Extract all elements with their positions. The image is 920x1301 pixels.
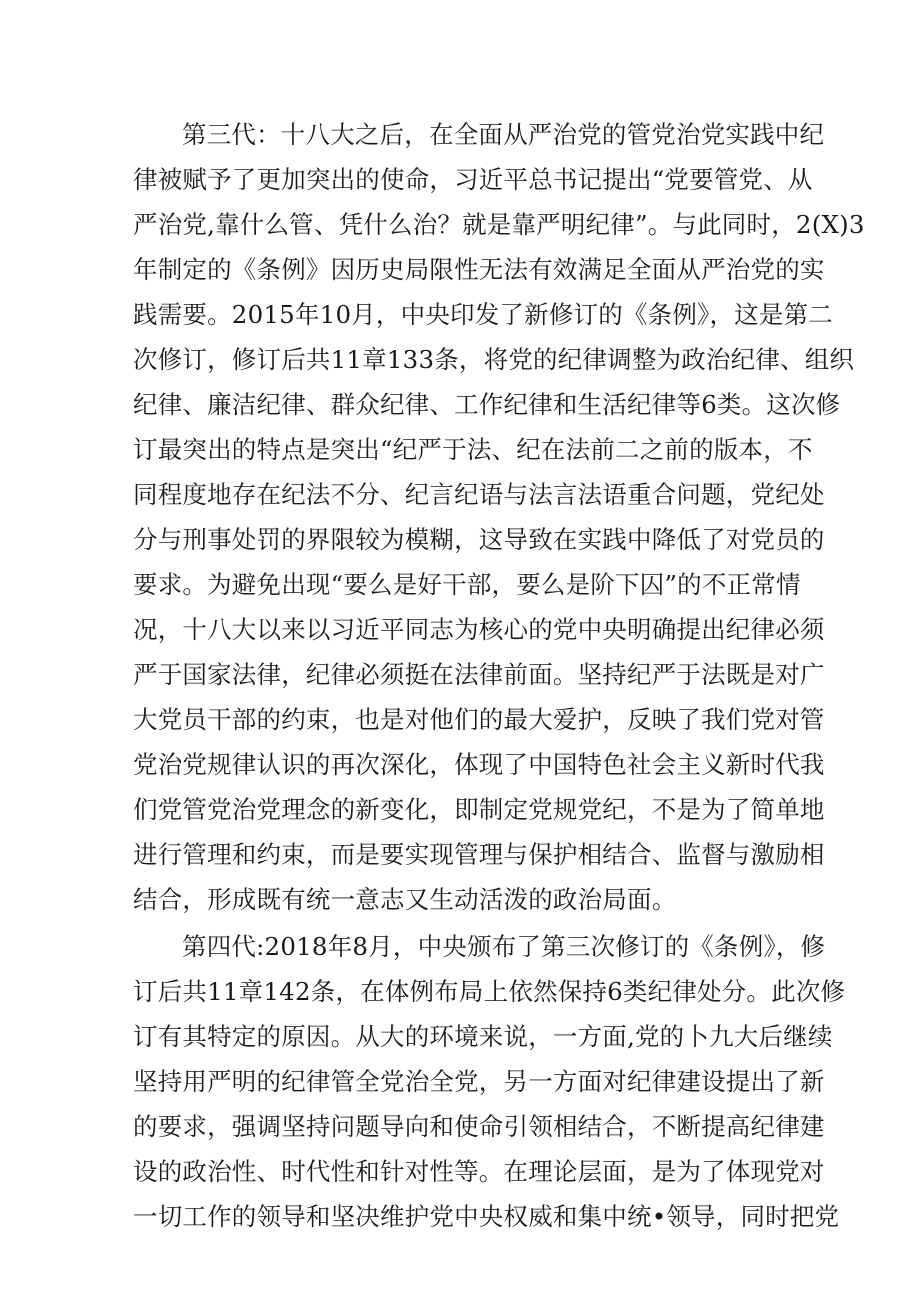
paragraph-fourth-generation	[133, 924, 846, 1239]
text-line: 大党员干部的约束，也是对他们的最大爱护，反映了我们党对管	[133, 705, 825, 734]
text-line: 第四代:2018年8月，中央颁布了第三次修订的《条例》，修	[182, 932, 826, 961]
text-line: 订后共11章142条，在体例布局上依然保持6类纪律处分。此次修	[133, 977, 846, 1006]
text-line: 订有其特定的原因。从大的环境来说，一方面,党的卜九大后继续	[133, 1022, 833, 1051]
text-line: 分与刑事处罚的界限较为模糊，这导致在实践中降低了对党员的	[133, 525, 825, 554]
text-line: 要求。为避免出现“要么是好干部，要么是阶下囚”的不正常情	[133, 570, 801, 599]
text-line: 第三代：十八大之后，在全面从严治党的管党治党实践中纪	[182, 120, 825, 149]
text-line: 严于国家法律，纪律必须挺在法律前面。坚持纪严于法既是对广	[133, 660, 825, 689]
text-line: 一切工作的领导和坚决维护党中央权威和集中统•领导，同时把党	[133, 1202, 840, 1231]
text-line: 况，十八大以来以习近平同志为核心的党中央明确提出纪律必须	[133, 615, 825, 644]
text-line: 的要求，强调坚持问题导向和使命引领相结合，不断提高纪律建	[133, 1112, 825, 1141]
text-line: 践需要。2015年10月，中央印发了新修订的《条例》，这是第二	[133, 300, 833, 329]
text-line: 结合，形成既有统一意志又生动活泼的政治局面。	[133, 885, 677, 914]
text-line: 同程度地存在纪法不分、纪言纪语与法言法语重合问题，党纪处	[133, 480, 825, 509]
text-line: 纪律、廉洁纪律、群众纪律、工作纪律和生活纪律等6类。这次修	[133, 390, 841, 419]
text-line: 年制定的《条例》因历史局限性无法有效满足全面从严治党的实	[133, 255, 825, 284]
text-line: 律被赋予了更加突出的使命，习近平总书记提出“党要管党、从	[133, 165, 813, 194]
text-line: 设的政治性、时代性和针对性等。在理论层面，是为了体现党对	[133, 1157, 825, 1186]
text-line: 们党管党治党理念的新变化，即制定党规党纪，不是为了简单地	[133, 795, 825, 824]
text-line: 订最突出的特点是突出“纪严于法、纪在法前二之前的版本，不	[133, 435, 813, 464]
paragraph-third-generation	[133, 112, 865, 922]
text-line: 坚持用严明的纪律管全党治全党，另一方面对纪律建设提出了新	[133, 1067, 825, 1096]
text-line: 次修订，修订后共11章133条，将党的纪律调整为政治纪律、组织	[133, 345, 855, 374]
text-line: 严治党,靠什么管、凭什么治？就是靠严明纪律”。与此同时，2(X)3	[133, 210, 865, 239]
document-body	[133, 112, 865, 1239]
text-line: 党治党规律认识的再次深化，体现了中国特色社会主义新时代我	[133, 750, 825, 779]
text-line: 进行管理和约束，而是要实现管理与保护相结合、监督与激励相	[133, 840, 825, 869]
